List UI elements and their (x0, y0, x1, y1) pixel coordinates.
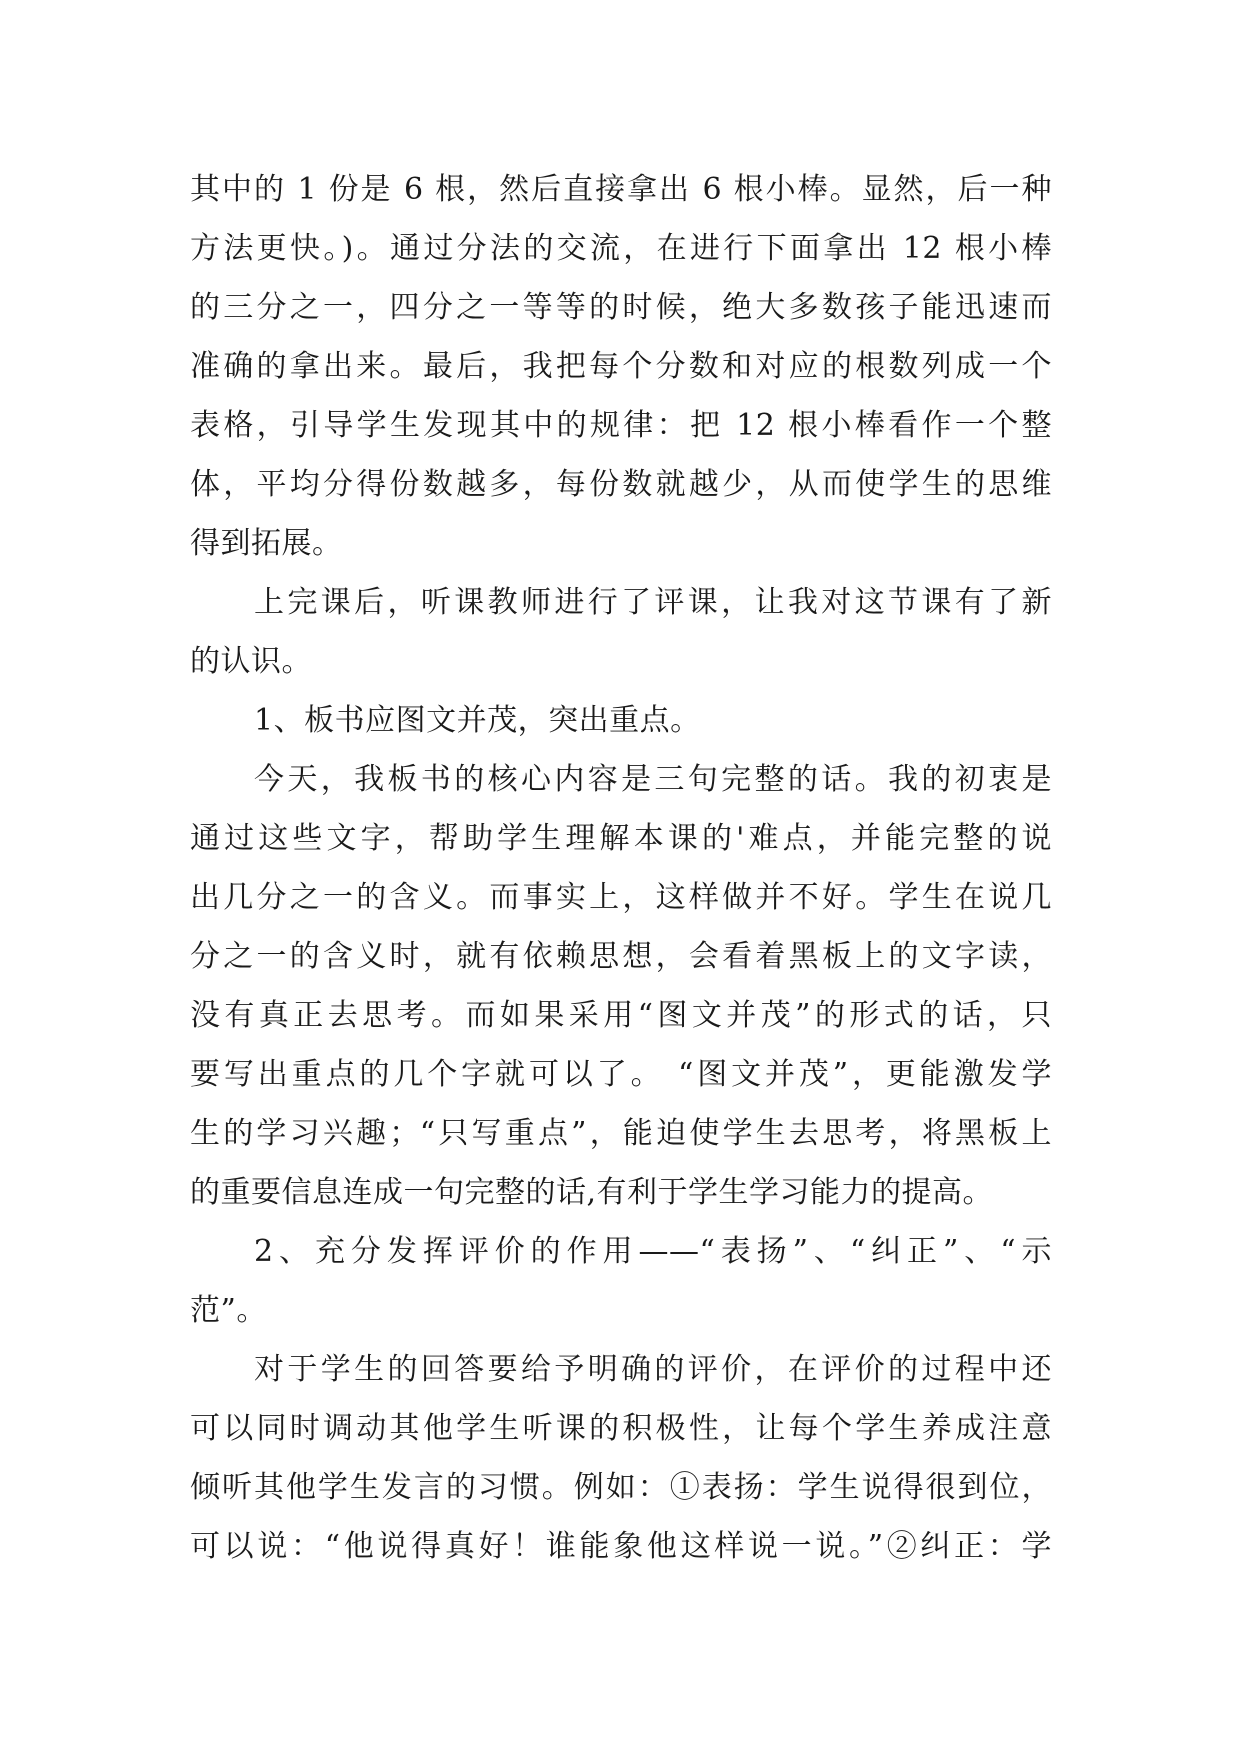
text-line: 上完课后，听课教师进行了评课，让我对这节课有了新 (254, 585, 1052, 620)
text-line: 的认识。 (190, 644, 312, 679)
text-line: 生的学习兴趣；“只写重点”，能迫使学生去思考，将黑板上 (190, 1116, 1052, 1151)
text-line: 倾听其他学生发言的习惯。例如：①表扬：学生说得很到位， (190, 1470, 1052, 1505)
section-heading-continued: 范”。 (190, 1293, 267, 1328)
text-line: 可以说：“他说得真好！谁能象他这样说一说。”②纠正：学 (190, 1529, 1052, 1564)
text-line: 今天，我板书的核心内容是三句完整的话。我的初衷是 (254, 762, 1052, 797)
text-line: 可以同时调动其他学生听课的积极性，让每个学生养成注意 (190, 1411, 1052, 1446)
text-line: 出几分之一的含义。而事实上，这样做并不好。学生在说几 (190, 880, 1052, 915)
text-line: 分之一的含义时，就有依赖思想，会看着黑板上的文字读， (190, 939, 1052, 974)
section-heading: 1、板书应图文并茂，突出重点。 (254, 703, 701, 738)
text-line: 其中的 1 份是 6 根，然后直接拿出 6 根小棒。显然，后一种 (190, 172, 1052, 207)
text-line: 方法更快。)。通过分法的交流，在进行下面拿出 12 根小棒 (190, 231, 1052, 266)
text-line: 体，平均分得份数越多，每份数就越少，从而使学生的思维 (190, 467, 1052, 502)
text-line: 的三分之一，四分之一等等的时候，绝大多数孩子能迅速而 (190, 290, 1052, 325)
text-line: 得到拓展。 (190, 526, 343, 561)
text-line: 没有真正去思考。而如果采用“图文并茂”的形式的话，只 (190, 998, 1052, 1033)
text-line: 的重要信息连成一句完整的话,有利于学生学习能力的提高。 (190, 1175, 994, 1210)
section-heading: 2、充分发挥评价的作用——“表扬”、“纠正”、“示 (254, 1234, 1052, 1269)
document-body (190, 160, 1052, 1576)
text-line: 通过这些文字，帮助学生理解本课的'难点，并能完整的说 (190, 821, 1052, 856)
text-line: 表格，引导学生发现其中的规律：把 12 根小棒看作一个整 (190, 408, 1052, 443)
text-line: 要写出重点的几个字就可以了。 “图文并茂”，更能激发学 (190, 1057, 1052, 1092)
text-line: 准确的拿出来。最后，我把每个分数和对应的根数列成一个 (190, 349, 1052, 384)
text-line: 对于学生的回答要给予明确的评价，在评价的过程中还 (254, 1352, 1052, 1387)
